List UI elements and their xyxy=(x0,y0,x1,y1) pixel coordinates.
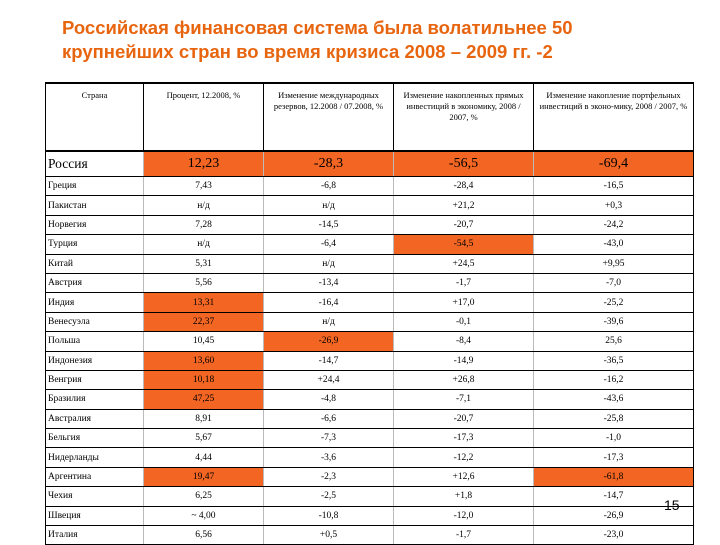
table-row xyxy=(46,332,694,351)
value-cell: 4,44 xyxy=(144,448,264,467)
value-cell: н/д xyxy=(144,196,264,215)
value-cell: -13,4 xyxy=(264,273,394,292)
value-cell: -2,3 xyxy=(264,467,394,486)
value-cell: -6,6 xyxy=(264,409,394,428)
value-cell: -16,5 xyxy=(534,177,694,196)
country-cell: Италия xyxy=(46,526,144,545)
country-cell: Бразилия xyxy=(46,390,144,409)
country-cell: Турция xyxy=(46,235,144,254)
value-cell: -6,8 xyxy=(264,177,394,196)
value-cell: -1,0 xyxy=(534,429,694,448)
country-cell: Китай xyxy=(46,254,144,273)
value-cell: 5,31 xyxy=(144,254,264,273)
value-cell: -17,3 xyxy=(394,429,534,448)
value-cell: -17,3 xyxy=(534,448,694,467)
table-row xyxy=(46,177,694,196)
value-cell: +21,2 xyxy=(394,196,534,215)
header-portfolio-investment: Изменение накопление портфельных инвестиций в эконо-мику, 2008 / 2007, % xyxy=(534,83,694,151)
value-cell: ~ 4,00 xyxy=(144,506,264,525)
table-row xyxy=(46,351,694,370)
value-cell: -4,8 xyxy=(264,390,394,409)
value-cell: 13,31 xyxy=(144,293,264,312)
country-cell: Венгрия xyxy=(46,370,144,389)
country-cell: Аргентина xyxy=(46,467,144,486)
value-cell: -1,7 xyxy=(394,526,534,545)
slide-title: Российская финансовая система была волатильнее 50 крупнейших стран во время кризиса 2008 – 2009 гг. -2 xyxy=(62,17,573,62)
header-country: Страна xyxy=(81,90,108,100)
country-cell: Индия xyxy=(46,293,144,312)
value-cell: н/д xyxy=(264,254,394,273)
value-cell: 25,6 xyxy=(534,332,694,351)
table-row xyxy=(46,235,694,254)
value-cell: н/д xyxy=(264,196,394,215)
value-cell: +0,3 xyxy=(534,196,694,215)
table-row xyxy=(46,390,694,409)
country-cell: Чехия xyxy=(46,487,144,506)
value-cell: -23,0 xyxy=(534,526,694,545)
value-cell: -36,5 xyxy=(534,351,694,370)
value-cell: 22,37 xyxy=(144,312,264,331)
value-cell: 10,18 xyxy=(144,370,264,389)
value-cell: -8,4 xyxy=(394,332,534,351)
value-cell: -56,5 xyxy=(394,151,534,177)
table-header-row xyxy=(46,83,694,151)
value-cell: -14,5 xyxy=(264,215,394,234)
value-cell: -14,7 xyxy=(264,351,394,370)
value-cell: -25,8 xyxy=(534,409,694,428)
value-cell: -69,4 xyxy=(534,151,694,177)
value-cell: -7,0 xyxy=(534,273,694,292)
value-cell: +1,8 xyxy=(394,487,534,506)
value-cell: -12,0 xyxy=(394,506,534,525)
country-cell: Нидерланды xyxy=(46,448,144,467)
country-cell: Венесуэла xyxy=(46,312,144,331)
value-cell: 5,67 xyxy=(144,429,264,448)
table-row xyxy=(46,196,694,215)
table-row xyxy=(46,312,694,331)
value-cell: 7,28 xyxy=(144,215,264,234)
value-cell: 12,23 xyxy=(144,151,264,177)
value-cell: -7,3 xyxy=(264,429,394,448)
value-cell: +24,4 xyxy=(264,370,394,389)
value-cell: -39,6 xyxy=(534,312,694,331)
value-cell: 13,60 xyxy=(144,351,264,370)
value-cell: -3,6 xyxy=(264,448,394,467)
value-cell: 8,91 xyxy=(144,409,264,428)
table-row xyxy=(46,151,694,177)
value-cell: +24,5 xyxy=(394,254,534,273)
table-row xyxy=(46,293,694,312)
table-row xyxy=(46,487,694,506)
country-cell: Индонезия xyxy=(46,351,144,370)
value-cell: -61,8 xyxy=(534,467,694,486)
value-cell: -7,1 xyxy=(394,390,534,409)
country-cell: Россия xyxy=(46,151,144,177)
value-cell: -14,9 xyxy=(394,351,534,370)
country-cell: Греция xyxy=(46,177,144,196)
header-rate: Процент, 12.2008, % xyxy=(144,83,264,151)
value-cell: -43,0 xyxy=(534,235,694,254)
country-cell: Австралия xyxy=(46,409,144,428)
table-row xyxy=(46,467,694,486)
volatility-table xyxy=(45,82,694,545)
value-cell: +9,95 xyxy=(534,254,694,273)
table-row xyxy=(46,526,694,545)
value-cell: -25,2 xyxy=(534,293,694,312)
value-cell: -26,9 xyxy=(264,332,394,351)
table-row xyxy=(46,448,694,467)
value-cell: -20,7 xyxy=(394,215,534,234)
value-cell: -26,9 xyxy=(534,506,694,525)
value-cell: -2,5 xyxy=(264,487,394,506)
table-row xyxy=(46,254,694,273)
country-cell: Австрия xyxy=(46,273,144,292)
value-cell: -12,2 xyxy=(394,448,534,467)
value-cell: 10,45 xyxy=(144,332,264,351)
value-cell: 5,56 xyxy=(144,273,264,292)
table-row xyxy=(46,273,694,292)
value-cell: -54,5 xyxy=(394,235,534,254)
value-cell: -16,4 xyxy=(264,293,394,312)
table-row xyxy=(46,370,694,389)
data-table-container xyxy=(45,82,693,545)
country-cell: Швеция xyxy=(46,506,144,525)
table-row xyxy=(46,409,694,428)
value-cell: 47,25 xyxy=(144,390,264,409)
value-cell: -0,1 xyxy=(394,312,534,331)
country-cell: Польша xyxy=(46,332,144,351)
value-cell: 6,25 xyxy=(144,487,264,506)
header-reserves: Изменение международных резервов, 12.2008 / 07.2008, % xyxy=(264,83,394,151)
value-cell: -10,8 xyxy=(264,506,394,525)
value-cell: +12,6 xyxy=(394,467,534,486)
value-cell: -14,7 xyxy=(534,487,694,506)
table-row xyxy=(46,429,694,448)
header-direct-investment: Изменение накопленных прямых инвестиций в экономику, 2008 / 2007, % xyxy=(394,83,534,151)
value-cell: -1,7 xyxy=(394,273,534,292)
value-cell: -43,6 xyxy=(534,390,694,409)
value-cell: 19,47 xyxy=(144,467,264,486)
value-cell: +0,5 xyxy=(264,526,394,545)
value-cell: -6,4 xyxy=(264,235,394,254)
value-cell: -16,2 xyxy=(534,370,694,389)
value-cell: -20,7 xyxy=(394,409,534,428)
page-number: 15 xyxy=(664,497,680,513)
table-row xyxy=(46,215,694,234)
value-cell: н/д xyxy=(144,235,264,254)
value-cell: -28,4 xyxy=(394,177,534,196)
value-cell: 6,56 xyxy=(144,526,264,545)
country-cell: Норвегия xyxy=(46,215,144,234)
value-cell: -28,3 xyxy=(264,151,394,177)
value-cell: +17,0 xyxy=(394,293,534,312)
country-cell: Пакистан xyxy=(46,196,144,215)
value-cell: -24,2 xyxy=(534,215,694,234)
value-cell: 7,43 xyxy=(144,177,264,196)
table-row xyxy=(46,506,694,525)
country-cell: Бельгия xyxy=(46,429,144,448)
value-cell: н/д xyxy=(264,312,394,331)
value-cell: +26,8 xyxy=(394,370,534,389)
